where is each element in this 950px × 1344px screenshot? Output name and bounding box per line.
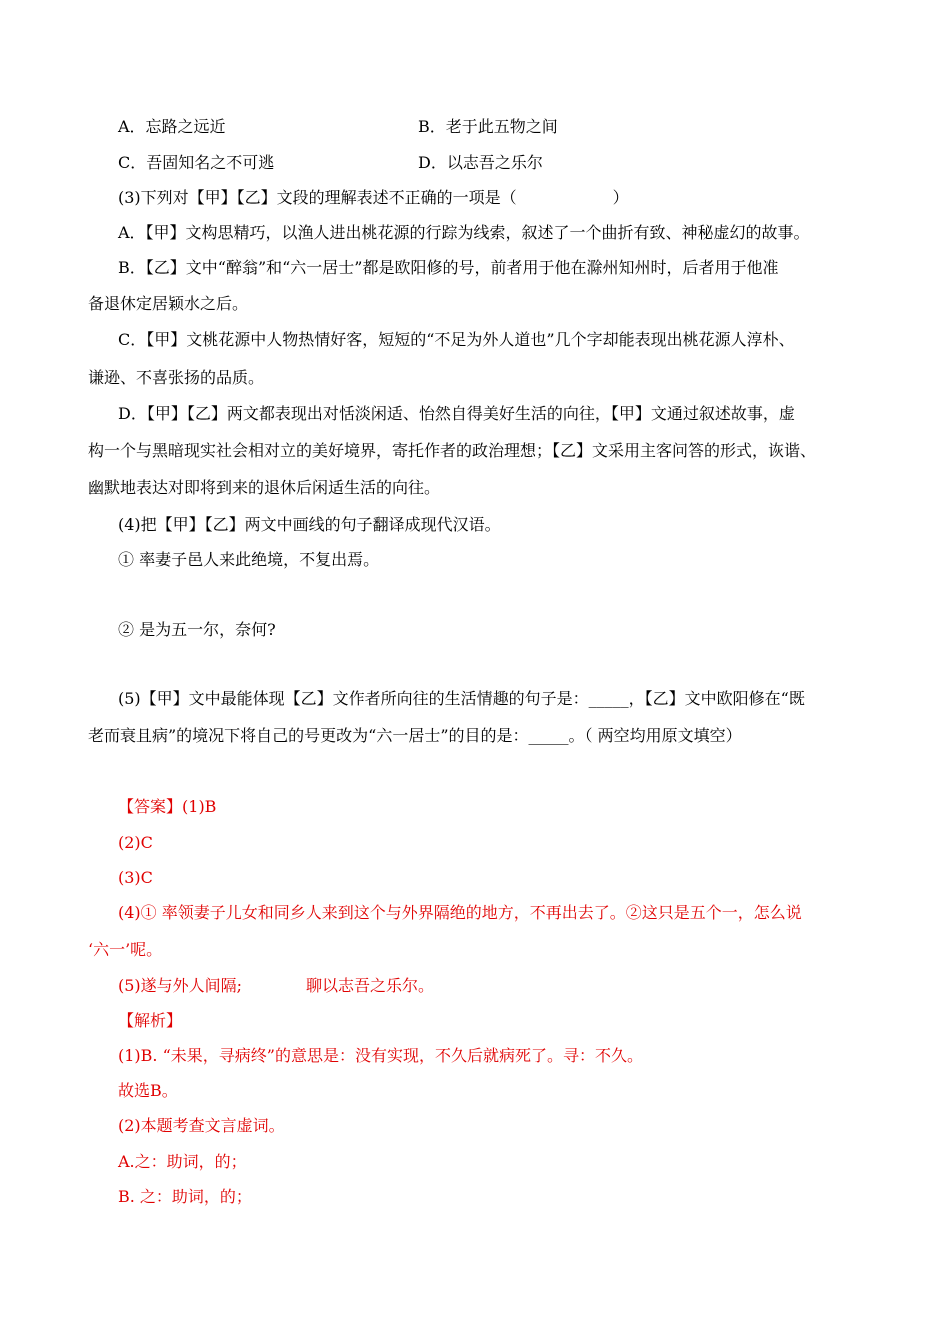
answer-2: (2)C [118,833,153,852]
option-a: A．忘路之远近 [118,117,226,136]
answer-4-line2: ‘六一’呢。 [88,940,163,959]
q3-option-d-line1: D．【甲】【乙】两文都表现出对恬淡闲适、怡然自得美好生活的向往，【甲】文通过叙述故事，虚 [118,404,795,423]
analysis-label: 【解析】 [118,1011,183,1030]
q4-stem: (4)把【甲】【乙】两文中画线的句子翻译成现代汉语。 [118,515,501,534]
q3-option-a: A．【甲】文构思精巧，以渔人进出桃花源的行踪为线索，叙述了一个曲折有致、神秘虚幻的故事。 [118,223,810,242]
q5-line1: (5)【甲】文中最能体现【乙】文作者所向往的生活情趣的句子是：_____，【乙】文中欧阳修在“既 [118,689,805,708]
answer-label: 【答案】 [118,797,183,816]
q5-line2: 老而衰且病”的境况下将自己的号更改为“六一居士”的目的是：_____。（ 两空均用原文填空） [88,726,742,745]
option-d: D．以志吾之乐尔 [418,153,543,172]
answer-5: (5)遂与外人间隔; 聊以志吾之乐尔。 [118,976,435,995]
answer-1: (1)B [182,797,217,816]
analysis-2: 故选B。 [118,1081,178,1100]
option-c: C．吾固知名之不可逃 [118,153,275,172]
q3-option-d-line2: 构一个与黑暗现实社会相对立的美好境界，寄托作者的政治理想；【乙】文采用主客问答的形式，诙谐、 [88,441,817,460]
answer-3: (3)C [118,868,153,887]
q3-option-b-line2: 备退休定居颖水之后。 [88,294,249,313]
q3-option-c-line1: C．【甲】文桃花源中人物热情好客，短短的“不足为外人道也”几个字却能表现出桃花源人淳朴、 [118,330,795,349]
answer-4-line1: (4)① 率领妻子儿女和同乡人来到这个与外界隔绝的地方，不再出去了。②这只是五个一，怎么说 [118,903,802,922]
answer-section [118,796,216,818]
option-b: B．老于此五物之间 [418,117,558,136]
analysis-5: B. 之：助词，的； [118,1187,252,1206]
q4-sentence-1: ① 率妻子邑人来此绝境，不复出焉。 [118,550,380,569]
q4-sentence-2: ② 是为五一尔，奈何? [118,620,276,639]
analysis-4: A.之：助词，的； [118,1152,247,1171]
analysis-3: (2)本题考查文言虚词。 [118,1116,285,1135]
q3-stem: (3)下列对【甲】【乙】文段的理解表述不正确的一项是（ ） [118,188,629,207]
q3-option-d-line3: 幽默地表达对即将到来的退休后闲适生活的向往。 [88,478,441,497]
q3-option-c-line2: 谦逊、不喜张扬的品质。 [88,368,265,387]
q3-option-b-line1: B．【乙】文中“醉翁”和“六一居士”都是欧阳修的号，前者用于他在滁州知州时，后者用于他准 [118,258,779,277]
analysis-1: (1)B. “未果，寻病终”的意思是：没有实现，不久后就病死了。寻：不久。 [118,1046,643,1065]
